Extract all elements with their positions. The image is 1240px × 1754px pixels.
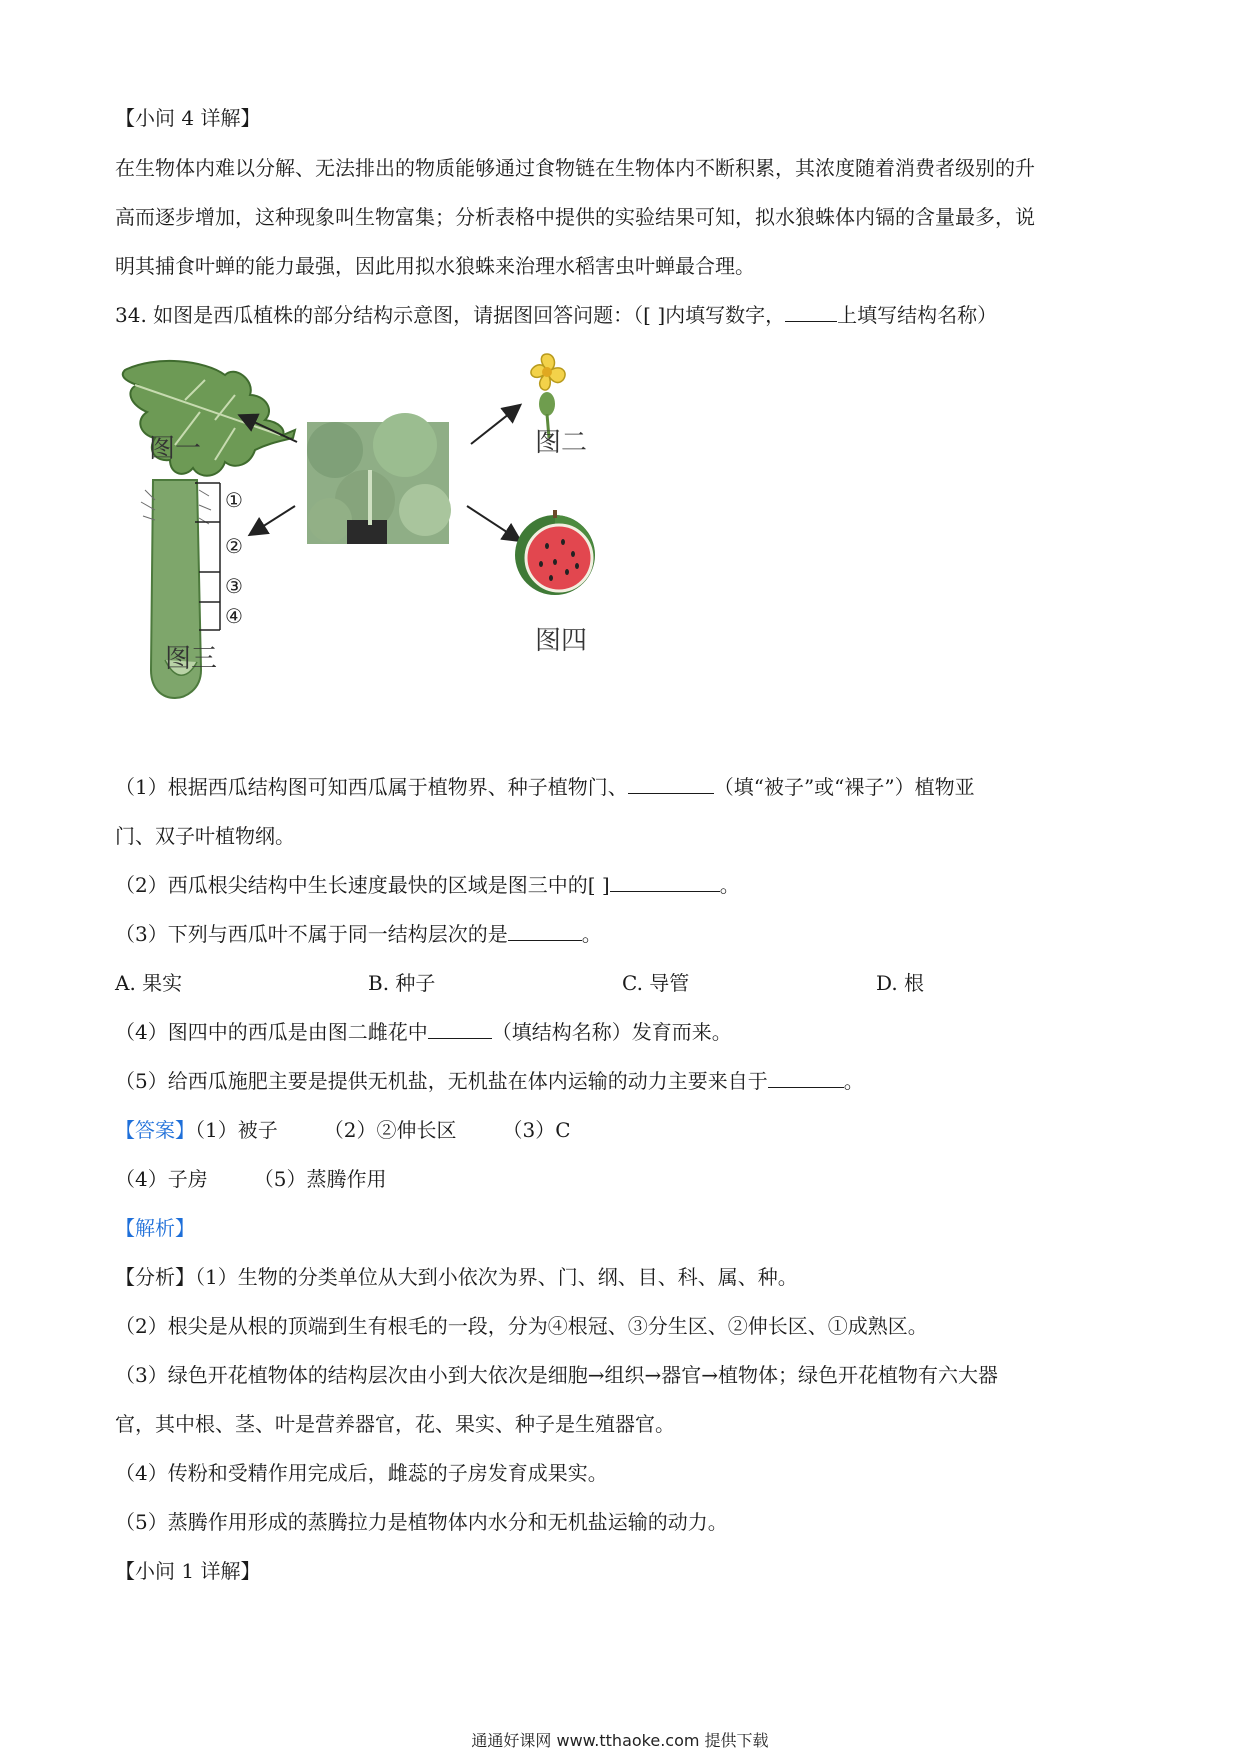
- analysis-label: 【解析】: [115, 1216, 195, 1240]
- question-text: （3）下列与西瓜叶不属于同一结构层次的是: [115, 922, 508, 946]
- subquestion-1: [115, 773, 975, 801]
- answer-item: （5）蒸腾作用: [253, 1167, 387, 1191]
- subquestion-2: [115, 871, 740, 899]
- subquestion-1-heading: 【小问 1 详解】: [115, 1559, 261, 1583]
- watermelon-fruit-illustration: [515, 510, 595, 595]
- subquestion-1-cont: 门、双子叶植物纲。: [115, 824, 295, 848]
- answer-blank: [508, 920, 582, 941]
- figure-3-label: 图三: [165, 644, 218, 674]
- root-zone-mark-2: ②: [225, 534, 243, 558]
- question-text: （5）给西瓜施肥主要是提供无机盐，无机盐在体内运输的动力主要来自于: [115, 1069, 768, 1093]
- subquestion-3: [115, 920, 602, 948]
- figure-1-label: 图一: [149, 434, 202, 464]
- watermelon-plant-photo: [307, 413, 451, 544]
- analysis-heading: 【分析】: [115, 1265, 195, 1289]
- question-text: （1）根据西瓜结构图可知西瓜属于植物界、种子植物门、: [115, 775, 628, 799]
- option-d: D. 根: [876, 971, 925, 995]
- analysis-line: （3）绿色开花植物体的结构层次由小到大依次是细胞→组织→器官→植物体；绿色开花植物有六大器: [115, 1363, 998, 1387]
- analysis-line: （5）蒸腾作用形成的蒸腾拉力是植物体内水分和无机盐运输的动力。: [115, 1510, 728, 1534]
- answer-blank: [785, 301, 837, 322]
- analysis-line: （2）根尖是从根的顶端到生有根毛的一段，分为④根冠、③分生区、②伸长区、①成熟区。: [115, 1314, 928, 1338]
- answer-item: （3）C: [502, 1118, 571, 1142]
- analysis-line: [115, 1263, 798, 1291]
- analysis-text: （1）生物的分类单位从大到小依次为界、门、纲、目、科、属、种。: [195, 1265, 798, 1289]
- question-text: （4）图四中的西瓜是由图二雌花中: [115, 1020, 428, 1044]
- answer-item: （4）子房: [115, 1167, 208, 1191]
- question-text: 。: [581, 922, 602, 946]
- answer-item: （2）②伸长区: [323, 1118, 457, 1142]
- answer-blank: [428, 1018, 492, 1039]
- figure-2-label: 图二: [535, 428, 588, 458]
- answer-blank: [628, 773, 714, 794]
- analysis-line: 官，其中根、茎、叶是营养器官，花、果实、种子是生殖器官。: [115, 1412, 675, 1436]
- answer-line-1: [115, 1116, 571, 1144]
- answer-blank: [610, 871, 720, 892]
- question-text: 。: [843, 1069, 864, 1093]
- paragraph-line: 明其捕食叶蝉的能力最强，因此用拟水狼蛛来治理水稻害虫叶蝉最合理。: [115, 254, 755, 278]
- figure-4-label: 图四: [535, 626, 588, 656]
- root-zone-mark-4: ④: [225, 604, 243, 628]
- paragraph-line: 在生物体内难以分解、无法排出的物质能够通过食物链在生物体内不断积累，其浓度随着消费者级别的升: [115, 156, 1035, 180]
- question-34-stem: [115, 301, 997, 329]
- root-zone-mark-1: ①: [225, 488, 243, 512]
- question-text: （2）西瓜根尖结构中生长速度最快的区域是图三中的[ ]: [115, 873, 610, 897]
- subquestion-4: [115, 1018, 732, 1046]
- answer-line-2: [115, 1165, 386, 1193]
- option-c: C. 导管: [622, 971, 690, 995]
- analysis-line: （4）传粉和受精作用完成后，雌蕊的子房发育成果实。: [115, 1461, 608, 1485]
- figure-drawing: [115, 350, 695, 750]
- paragraph-line: 高而逐步增加，这种现象叫生物富集；分析表格中提供的实验结果可知，拟水狼蛛体内镉的含量最多，说: [115, 205, 1035, 229]
- watermelon-structure-figure: [115, 350, 695, 750]
- answer-label: 【答案】: [115, 1118, 195, 1142]
- question-text: （填结构名称）发育而来。: [491, 1020, 732, 1044]
- question-text: （填“被子”或“裸子”）植物亚: [713, 775, 975, 799]
- question-text: 。: [719, 873, 740, 897]
- option-a: A. 果实: [115, 971, 183, 995]
- subquestion-4-heading: 【小问 4 详解】: [115, 106, 261, 130]
- answer-item: （1）被子: [195, 1118, 278, 1142]
- option-b: B. 种子: [368, 971, 436, 995]
- stem-part: 34. 如图是西瓜植株的部分结构示意图，请据图回答问题：（[ ]内填写数字，: [115, 303, 786, 327]
- root-zone-mark-3: ③: [225, 574, 243, 598]
- subquestion-5: [115, 1067, 864, 1095]
- stem-part: 上填写结构名称）: [837, 303, 998, 327]
- answer-blank: [768, 1067, 844, 1088]
- footer-source: 通通好课网 www.tthaoke.com 提供下载: [471, 1731, 769, 1750]
